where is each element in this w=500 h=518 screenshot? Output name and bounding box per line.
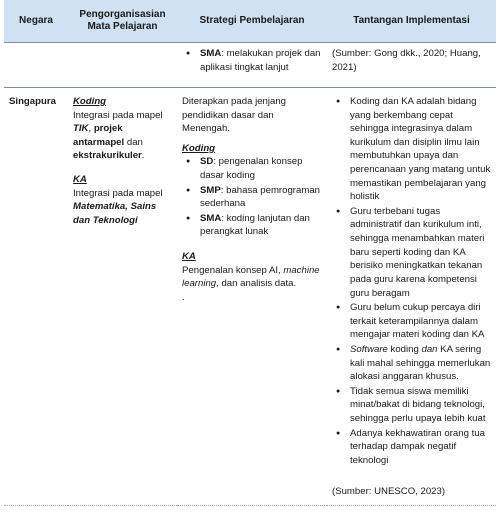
- cell-country-empty: [4, 43, 68, 88]
- list-item: ● Adanya kekhawatiran orang tua terhadap dampak negatif teknologi: [350, 427, 491, 468]
- comparison-table: [4, 0, 496, 506]
- header-strategy: Strategi Pembelajaran: [177, 0, 327, 43]
- cell-strategy: [177, 88, 327, 506]
- ka-heading: KA: [73, 174, 87, 186]
- strategy-dot: .: [182, 291, 185, 303]
- list-item: ● SMA: koding lanjutan dan perangkat lunak: [200, 212, 322, 239]
- coding-description: Integrasi pada mapel TIK, projek antarmapel dan ekstrakurikuler.: [73, 109, 163, 162]
- challenges-list: [332, 95, 491, 467]
- ka-description: Integrasi pada mapel Matematika, Sains dan Teknologi: [73, 187, 163, 226]
- cell-strategy: [177, 43, 327, 88]
- header-country: Negara: [4, 0, 68, 43]
- list-item: ● Tidak semua siswa memiliki minat/bakat di bidang teknologi, sehingga perlu upaya lebih kuat: [350, 385, 491, 426]
- header-organization: Pengorganisasian Mata Pelajaran: [68, 0, 177, 43]
- list-item: ● Guru belum cukup percaya diri terkait keterampilannya dalam mengajar materi koding dan KA: [350, 301, 491, 342]
- table-row-singapore: [4, 88, 496, 506]
- list-item: ● SMA: melakukan projek dan aplikasi tingkat lanjut: [200, 47, 322, 74]
- cell-organization-empty: [68, 43, 177, 88]
- header-row: [4, 0, 496, 43]
- strategy-ka-heading: KA: [182, 251, 196, 263]
- strategy-intro: Diterapkan pada jenjang pendidikan dasar dan Menengah.: [182, 96, 287, 135]
- strategy-ka-text: Pengenalan konsep AI, machine learning, dan analisis data.: [182, 264, 320, 290]
- list-item: ● SD: pengenalan konsep dasar koding: [200, 155, 322, 182]
- list-item: ● Koding dan KA adalah bidang yang berkembang cepat sehingga integrasinya dalam kurikulum dan disiplin ilmu lain membutuhkan upaya dan perencanaan yang matang untuk memastikan pembelajaran yang holistik: [350, 95, 491, 204]
- coding-heading: Koding: [73, 96, 107, 107]
- cell-source: (Sumber: Gong dkk., 2020; Huang, 2021): [327, 43, 496, 88]
- strategy-coding-heading: Koding: [182, 142, 216, 154]
- challenges-source: (Sumber: UNESCO, 2023): [332, 486, 446, 498]
- header-challenges: Tantangan Implementasi: [327, 0, 496, 43]
- strategy-coding-list: [182, 155, 322, 239]
- list-item: ● SMP: bahasa pemrograman sederhana: [200, 184, 322, 211]
- strategy-list: [182, 47, 322, 74]
- list-item: ● Software koding dan KA sering kali mahal sehingga memerlukan alokasi anggaran khusus.: [350, 343, 491, 384]
- table-row-continued: [4, 43, 496, 88]
- list-item: ● Guru terbebani tugas administratif dan kurikulum inti, sehingga menambahkan materi baru seperti koding dan KA berisiko meningkatkan tekanan pada guru karena kompetensi guru beragam: [350, 205, 491, 300]
- country-name: Singapura: [9, 96, 56, 107]
- cell-challenges: [327, 88, 496, 506]
- cell-organization: [68, 88, 177, 506]
